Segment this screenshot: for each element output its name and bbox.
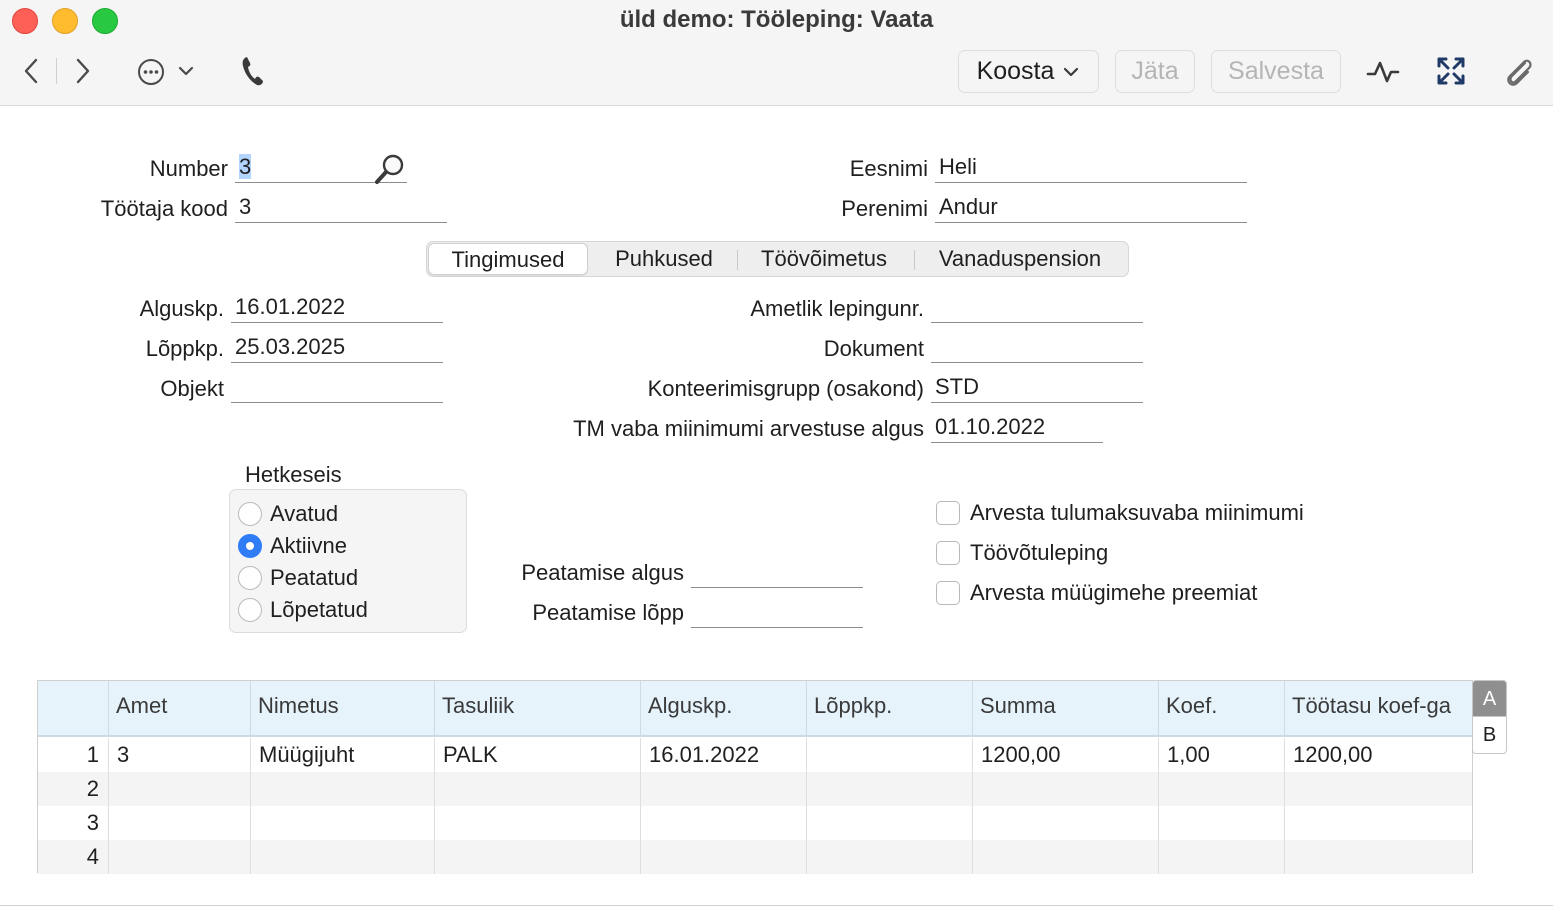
checkbox-label: Arvesta tulumaksuvaba miinimumi	[970, 500, 1304, 525]
salary-grid	[37, 680, 1473, 873]
table-row[interactable]	[38, 840, 1472, 874]
tab-divider	[737, 250, 738, 270]
table-cell[interactable]	[434, 840, 640, 874]
document-label: Dokument	[823, 336, 924, 361]
discard-button[interactable]: Jäta	[1115, 50, 1195, 93]
grid-page-tabs	[1472, 680, 1507, 754]
phone-icon[interactable]	[238, 54, 266, 88]
tm-min-start-label: TM vaba miinimumi arvestuse algus	[573, 416, 924, 441]
start-date-label: Alguskp.	[139, 296, 224, 321]
checkbox-label: Arvesta müügimehe preemiat	[970, 580, 1258, 605]
search-icon[interactable]	[373, 152, 407, 186]
tab-bar	[426, 241, 1129, 277]
number-value: 3	[239, 154, 252, 179]
tax-free-minimum-checkbox-row[interactable]	[936, 498, 1304, 528]
table-cell[interactable]	[1284, 772, 1472, 806]
row-number: 4	[86, 844, 99, 869]
table-cell[interactable]	[1158, 806, 1284, 840]
table-cell[interactable]: 1,00	[1158, 738, 1284, 772]
chevron-right-icon[interactable]	[70, 56, 96, 86]
status-option-peatatud[interactable]	[238, 563, 358, 593]
table-cell[interactable]	[108, 840, 250, 874]
table-cell[interactable]	[1284, 840, 1472, 874]
last-name-label: Perenimi	[841, 196, 928, 221]
column-header-amet[interactable]: Amet	[108, 681, 250, 737]
bottom-divider	[0, 905, 1553, 906]
table-cell[interactable]	[108, 806, 250, 840]
table-cell[interactable]	[972, 840, 1158, 874]
table-cell[interactable]: 3	[108, 738, 250, 772]
table-cell[interactable]	[250, 840, 434, 874]
row-number: 2	[86, 776, 99, 801]
table-cell[interactable]	[972, 772, 1158, 806]
grid-page-tab-b[interactable]: B	[1472, 717, 1507, 754]
table-cell[interactable]	[1158, 772, 1284, 806]
status-group-title: Hetkeseis	[245, 462, 342, 487]
table-row[interactable]	[38, 806, 1472, 840]
table-cell[interactable]: 1200,00	[972, 738, 1158, 772]
chevron-left-icon[interactable]	[18, 56, 44, 86]
column-header-alguskp[interactable]: Alguskp.	[640, 681, 806, 737]
table-cell[interactable]	[1284, 806, 1472, 840]
first-name-label: Eesnimi	[849, 156, 928, 181]
accounting-group-label: Konteerimisgrupp (osakond)	[647, 376, 924, 401]
radio-button[interactable]	[238, 598, 262, 622]
ellipsis-circle-icon	[136, 57, 198, 87]
start-date-field[interactable]: 16.01.2022	[231, 293, 443, 323]
toolbar-divider	[56, 58, 57, 84]
column-header-koef[interactable]: Koef.	[1158, 681, 1284, 737]
tab-divider	[914, 250, 915, 270]
employee-code-field[interactable]: 3	[235, 193, 447, 223]
status-option-avatud[interactable]	[238, 499, 338, 529]
table-cell[interactable]	[434, 772, 640, 806]
table-cell[interactable]	[250, 772, 434, 806]
table-cell[interactable]	[250, 806, 434, 840]
checkbox-label: Töövõtuleping	[970, 540, 1109, 565]
sales-bonus-checkbox[interactable]	[936, 581, 960, 605]
table-row[interactable]	[38, 772, 1472, 806]
tax-free-minimum-checkbox[interactable]	[936, 501, 960, 525]
number-label: Number	[149, 156, 228, 181]
end-date-label: Lõppkp.	[145, 336, 224, 361]
create-button-label: Koosta	[976, 57, 1055, 85]
tab-tingimused[interactable]: Tingimused	[428, 243, 588, 275]
table-cell[interactable]	[1158, 840, 1284, 874]
contract-work-checkbox-row[interactable]	[936, 538, 1108, 568]
suspension-start-field[interactable]	[691, 558, 863, 588]
status-radio-group	[229, 489, 467, 633]
sales-bonus-checkbox-row[interactable]	[936, 578, 1257, 608]
status-option-label: Peatatud	[270, 565, 359, 590]
save-button[interactable]: Salvesta	[1211, 50, 1341, 93]
column-header-loppkp[interactable]: Lõppkp.	[806, 681, 972, 737]
tab-puhkused[interactable]: Puhkused	[615, 246, 713, 271]
expand-icon[interactable]	[1434, 54, 1468, 88]
document-field[interactable]	[931, 333, 1143, 363]
table-cell[interactable]: Müügijuht	[250, 738, 434, 772]
table-row[interactable]	[38, 738, 1472, 772]
column-header-summa[interactable]: Summa	[972, 681, 1158, 737]
radio-button[interactable]	[238, 502, 262, 526]
radio-button[interactable]	[238, 566, 262, 590]
toolbar	[0, 0, 1553, 106]
table-cell[interactable]	[434, 806, 640, 840]
table-cell[interactable]	[972, 806, 1158, 840]
table-cell[interactable]	[640, 806, 806, 840]
window-title: üld demo: Tööleping: Vaata	[619, 6, 934, 33]
status-option-label: Lõpetatud	[270, 597, 368, 622]
tab-toovoimetus[interactable]: Töövõimetus	[761, 246, 887, 271]
end-date-field[interactable]: 25.03.2025	[231, 333, 443, 363]
status-option-label: Avatud	[270, 501, 339, 526]
status-option-lopetatud[interactable]	[238, 595, 368, 625]
table-cell[interactable]	[640, 772, 806, 806]
grid-page-tab-a[interactable]: A	[1472, 680, 1507, 717]
official-contract-label: Ametlik lepingunr.	[750, 296, 924, 321]
status-option-label: Aktiivne	[270, 533, 348, 558]
employee-code-label: Töötaja kood	[100, 196, 228, 221]
object-label: Objekt	[160, 376, 224, 401]
object-field[interactable]	[231, 373, 443, 403]
activity-icon[interactable]	[1366, 56, 1400, 88]
tm-min-start-field[interactable]: 01.10.2022	[931, 413, 1103, 443]
table-cell[interactable]	[806, 772, 972, 806]
suspension-end-field[interactable]	[691, 598, 863, 628]
table-cell[interactable]	[640, 840, 806, 874]
column-header-nimetus[interactable]: Nimetus	[250, 681, 434, 737]
last-name-field[interactable]: Andur	[935, 193, 1247, 223]
status-option-aktiivne[interactable]	[238, 531, 347, 561]
first-name-field[interactable]: Heli	[935, 153, 1247, 183]
row-number: 3	[86, 810, 99, 835]
contract-work-checkbox[interactable]	[936, 541, 960, 565]
official-contract-field[interactable]	[931, 293, 1143, 323]
table-cell[interactable]	[806, 840, 972, 874]
more-actions-button[interactable]	[136, 57, 198, 87]
table-cell[interactable]	[806, 738, 972, 772]
chevron-down-icon	[1062, 66, 1080, 78]
radio-button-selected[interactable]	[238, 534, 262, 558]
suspension-end-label: Peatamise lõpp	[532, 600, 684, 625]
table-cell[interactable]: 16.01.2022	[640, 738, 806, 772]
row-number: 1	[86, 742, 99, 767]
table-cell[interactable]	[806, 806, 972, 840]
table-cell[interactable]: 1200,00	[1284, 738, 1472, 772]
table-cell[interactable]: PALK	[434, 738, 640, 772]
column-header-tasuliik[interactable]: Tasuliik	[434, 681, 640, 737]
paperclip-icon[interactable]	[1502, 54, 1536, 90]
create-dropdown-button[interactable]	[958, 50, 1099, 93]
suspension-start-label: Peatamise algus	[521, 560, 684, 585]
column-header-tootasu-koef-ga[interactable]: Töötasu koef-ga	[1284, 681, 1472, 737]
grid-header	[38, 681, 1472, 737]
table-cell[interactable]	[108, 772, 250, 806]
tab-vanaduspension[interactable]: Vanaduspension	[938, 246, 1102, 271]
accounting-group-field[interactable]: STD	[931, 373, 1143, 403]
